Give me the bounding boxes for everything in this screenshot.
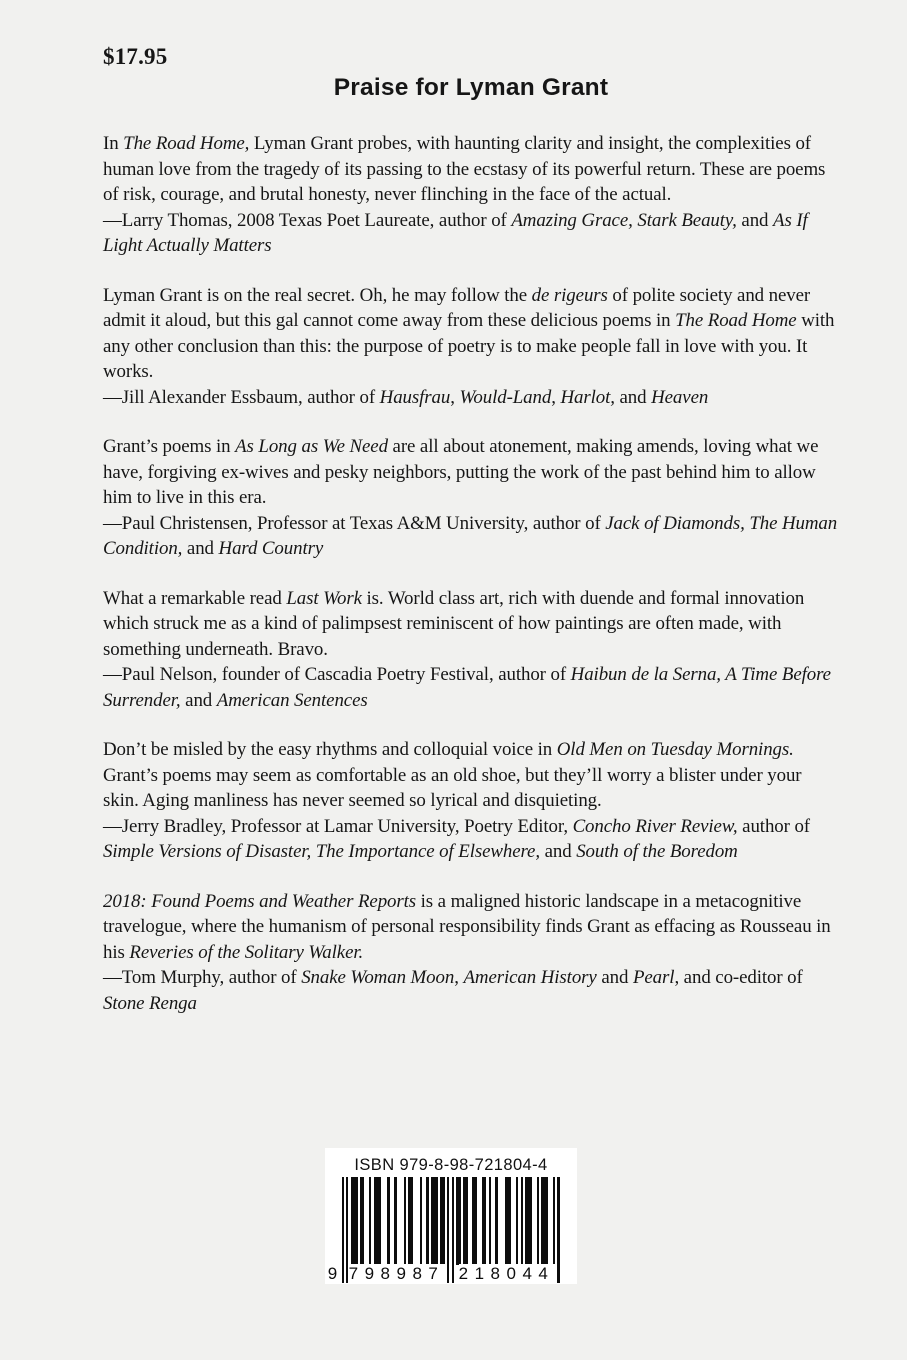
quote-attribution: —Tom Murphy, author of Snake Woman Moon, American History and Pearl, and co-editor of Stone Renga [103,967,803,1014]
quote-block [103,586,841,714]
quote-attribution: —Jill Alexander Essbaum, author of Hausfrau, Would-Land, Harlot, and Heaven [103,386,709,408]
quotes-section [103,131,841,1040]
quote-block [103,434,841,562]
quote-attribution: —Paul Nelson, founder of Cascadia Poetry Festival, author of Haibun de la Serna, A Time Before Surrender, and American Sentences [103,664,831,711]
quote-text: Lyman Grant is on the real secret. Oh, he may follow the de rigeurs of polite society and never admit it aloud, but this gal cannot come away from these delicious poems in The Road Home with any other conclusion than this: the purpose of poetry is to make people fall in love with you. It works. [103,284,835,382]
barcode-digit-lead: 9 [327,1264,338,1283]
quote-attribution: —Paul Christensen, Professor at Texas A&M University, author of Jack of Diamonds, The Human Condition, and Hard Country [103,512,838,559]
quote-text: Grant’s poems in As Long as We Need are all about atonement, making amends, loving what we have, forgiving ex-wives and pesky neighbors, putting the work of the past behind him to allow him to live in this era. [103,436,819,508]
quote-block [103,737,841,865]
quote-text: 2018: Found Poems and Weather Reports is a maligned historic landscape in a metacognitive travelogue, where the humanism of personal responsibility finds Grant as effacing as Rousseau in his Reveries of the Solitary Walker. [103,890,831,963]
quote-block [103,889,841,1017]
barcode-bars [327,1177,561,1283]
quote-attribution: —Larry Thomas, 2008 Texas Poet Laureate, author of Amazing Grace, Stark Beauty, and As If Light Actually Matters [103,209,808,256]
price-label: $17.95 [103,44,168,69]
page-title: Praise for Lyman Grant [333,74,609,101]
quote-text: In The Road Home, Lyman Grant probes, with haunting clarity and insight, the complexities of human love from the tragedy of its passing to the ecstasy of its powerful return. These are poems of risk, courage, and brutal honesty, never flinching in the face of the actual. [103,133,826,205]
quote-text: Don’t be misled by the easy rhythms and colloquial voice in Old Men on Tuesday Mornings. Grant’s poems may seem as comfortable as an old shoe, but they’ll worry a blister under your skin. Aging manliness has never seemed so lyrical and disquieting. [103,739,802,811]
barcode-digit-group2: 218044 [458,1264,555,1283]
quote-text: What a remarkable read Last Work is. World class art, rich with duende and formal innovation which struck me as a kind of palimpsest reminiscent of how paintings are often made, with something underneath. Bravo. [103,587,805,660]
quote-block [103,131,841,259]
quote-attribution: —Jerry Bradley, Professor at Lamar University, Poetry Editor, Concho River Review, author of Simple Versions of Disaster, The Importance of Elsewhere, and South of the Boredom [103,815,810,862]
isbn-barcode [325,1148,577,1284]
barcode-digit-group1: 798987 [348,1264,445,1283]
isbn-label: ISBN 979-8-98-721804-4 [354,1156,548,1174]
quote-block [103,283,841,411]
